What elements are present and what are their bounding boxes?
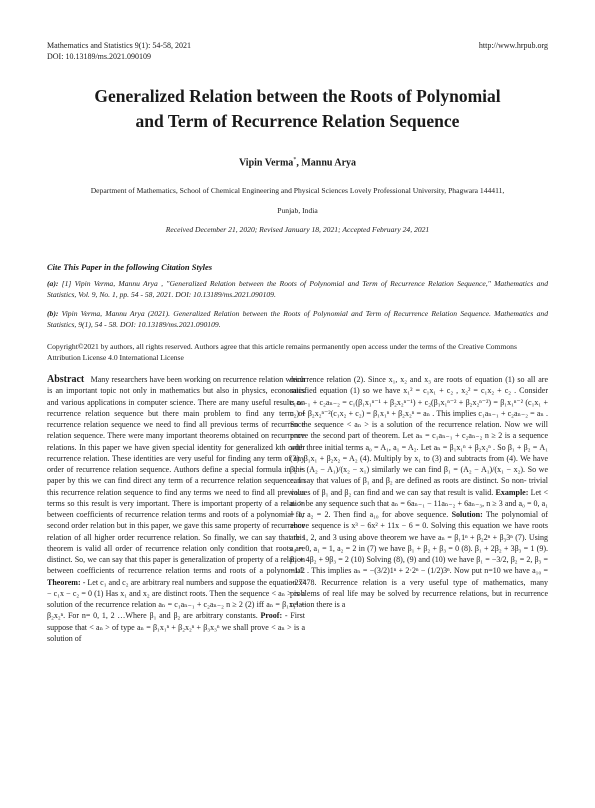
running-header	[47, 40, 548, 62]
proof-text: - First suppose that < aₙ > of type aₙ = β₁x₁ⁿ + β₂x₂ⁿ + β₃x₃ⁿ we shall prove < aₙ > is a solution of	[47, 611, 305, 643]
corresponding-mark: *	[293, 157, 297, 163]
left-column	[47, 374, 305, 794]
title-line-2: and Term of Recurrence Relation Sequence	[135, 111, 460, 131]
affiliation	[40, 181, 555, 221]
proof-continuation	[290, 374, 548, 610]
paper-title	[40, 84, 555, 134]
proof-label: Proof:	[260, 611, 283, 621]
author-separator: ,	[296, 157, 302, 169]
author-2: Mannu Arya	[301, 157, 357, 169]
affiliation-line-2: Punjab, India	[277, 206, 318, 215]
author-list	[0, 157, 595, 168]
citation-a-label: (a):	[47, 279, 59, 288]
proof-body: recurrence relation (2). Since x₁, x₂ and x₃ are roots of equation (1) so all are satisfied equation (1) so we have x₁² = c₁x₁ + c₂ , x₂² = c₁x₂ + c₂ . Consider c₁aₙ₋₁ + c₂aₙ₋₂ = c₁(β₁x₁ⁿ⁻¹ + β₂x₂ⁿ⁻¹) + c₂(β₁x₁ⁿ⁻² + β₂x₂ⁿ⁻²) = β₁x₁ⁿ⁻² (c₁x₁ + c₂) + β₂x₂ⁿ⁻²(c₁x₂ + c₂) = β₁x₁ⁿ + β₂x₂ⁿ = aₙ . This implies c₁aₙ₋₁ + c₂aₙ₋₂ = aₙ . So the sequence < aₙ > is a solution of the recurrence relation. Now we will prove the second part of theorem. Let aₙ = c₁aₙ₋₁ + c₂aₙ₋₂ n ≥ 2 is a sequence with three initial terms a₀ = A₁, a₁ = A₂. Let aₙ = β₁x₁ⁿ + β₂x₂ⁿ . So β₁ + β₂ = A₁ (3). β₁x₁ + β₂x₂ = A₂ (4). Multiply by x₁ to (3) and subtracts from (4). We have β₂ = (A₂ − A₁)/(x₂ − x₁) similarly we can find β₁ = (A₂ − A₁)/(x₁ − x₂). So we can say that values of β₁ and β₂ are defined as roots are distinct. So non- trivial values of β₁ and β₂ can find and we can say that result is valid.	[290, 375, 548, 497]
citation-b	[47, 308, 548, 330]
abstract	[47, 374, 305, 644]
citation-a-text: [1] Vipin Verma, Mannu Arya , "Generalized Relation between the Roots of Polynomial and Term of Recurrence Relation Sequence," Mathematics and Statistics, Vol. 9, No. 1, pp. 54 - 58, 2021. DOI: 10.13189/ms.2021.090109.	[47, 279, 548, 299]
abstract-text: Many researchers have been working on recurrence relation which is an important topic not only in mathematics but also in physics, economics and various applications in computer science. There are many useful results on recurrence relation sequence but there main problem to find any term of recurrence relation sequence we need to find all previous terms of recurrence relation sequence. There were many important theorems obtained on recurrence relations. In this paper we have given special identity for generalized kth order recurrence relation. These identities are very useful for finding any term of any order of recurrence relation sequence. Authors define a special formula in this paper by this we can find direct any term of a recurrence relation sequence. In this recurrence relation sequence to find any terms we need to find all previous terms so this result is very important. There is important property of a relation between coefficients of recurrence relation terms and roots of a polynomial for second order relation but in this paper, we gave this same property of recurrence relation of all higher order recurrence relation. So finally, we can say that this theorem is valid all order of recurrence relation only condition that roots are distinct. So, we can say that this paper is generalization of property of a relation between coefficients of recurrence relation terms and roots of a polynomial.	[47, 375, 305, 576]
example-label: Example:	[495, 487, 529, 497]
citation-a	[47, 278, 548, 300]
right-column	[290, 374, 548, 794]
author-1: Vipin Verma	[238, 157, 294, 169]
citation-b-text: Vipin Verma, Mannu Arya (2021). Generalized Relation between the Roots of Polynomial and Term of Recurrence Relation Sequence. Mathematics and Statistics, 9(1), 54 - 58. DOI: 10.13189/ms.2021.090109.	[47, 309, 548, 329]
copyright-notice: Copyright©2021 by authors, all rights reserved. Authors agree that this article remains permanently open access under the terms of the Creative Commons Attribution License 4.0 International License	[47, 342, 517, 362]
theorem-text: - Let c₁ and c₂ are arbitrary real numbers and suppose the equation x² − c₁x − c₂ = 0 (1) Has x₁ and x₂ are distinct roots. Then the sequence < aₙ > is a solution of the recurrence relation aₙ = c₁aₙ₋₁ + c₂aₙ₋₂ n ≥ 2 (2) iff aₙ = β₁x₁ⁿ + β₂x₂ⁿ. For n= 0, 1, 2 …Where β₁ and β₂ are arbitrary constants.	[47, 577, 305, 621]
example-text: Let < aₙ > be any sequence such that aₙ = 6aₙ₋₁ − 11aₙ₋₂ + 6aₙ₋₃, n ≥ 3 and a₀ = 0, a₁ = 1, a₂ = 2. Then find a₁₀ for above sequence.	[290, 487, 548, 519]
title-line-1: Generalized Relation between the Roots of Polynomial	[94, 86, 501, 106]
theorem-label: Theorem:	[47, 577, 81, 587]
journal-line: Mathematics and Statistics 9(1): 54-58, 2021	[47, 41, 191, 50]
doi-line: DOI: 10.13189/ms.2021.090109	[47, 52, 151, 61]
history-dates: Received December 21, 2020; Revised January 18, 2021; Accepted February 24, 2021	[165, 225, 430, 234]
citation-heading: Cite This Paper in the following Citation Styles	[47, 262, 213, 272]
citation-b-label: (b):	[47, 309, 59, 318]
solution-text: The polynomial of above sequence is x³ − 6x² + 11x − 6 = 0. Solving this equation we have roots are 1, 2, and 3 using above theorem we have aₙ = β₁1ⁿ + β₂2ⁿ + β₃3ⁿ (7). Using a₀ = 0, a₁ = 1, a₂ = 2 in (7) we have β₁ + β₂ + β₃ = 0 (8). β₁ + 2β₂ + 3β₃ = 1 (9). β₁ + 4β₂ + 9β₃ = 2 (10) Solving (8), (9) and (10) we have β₁ = −3/2, β₂ = 2, β₃ = −1/2 . This implies aₙ = −(3/2)1ⁿ + 2·2ⁿ − (1/2)3ⁿ. Now put n=10 we have a₁₀ = −27478. Recurrence relation is a very useful type of mathematics, many problems of real life may be solved by recurrence relations, but in recurrence relation there is a	[290, 510, 548, 609]
affiliation-line-1: Department of Mathematics, School of Chemical Engineering and Physical Sciences Lovely Professional University, Phagwara 144411,	[90, 186, 505, 195]
journal-url[interactable]: http://www.hrpub.org	[478, 41, 548, 50]
abstract-heading: Abstract	[47, 374, 85, 385]
solution-label: Solution:	[451, 510, 483, 519]
